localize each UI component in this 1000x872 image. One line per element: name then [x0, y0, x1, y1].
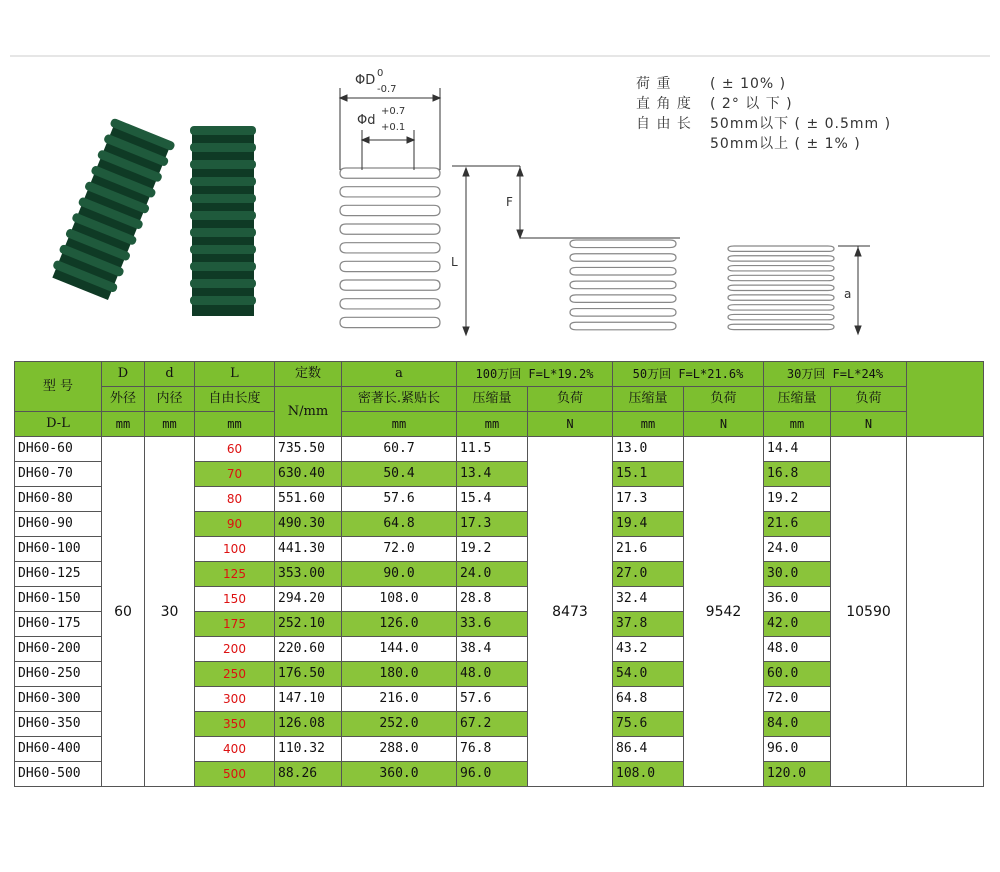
model-cell: DH60-70	[15, 462, 102, 487]
model-cell: DH60-300	[15, 687, 102, 712]
compression-500k-cell: 32.4	[613, 587, 684, 612]
load2-header: 负荷	[684, 387, 764, 412]
compression-300k-cell: 16.8	[764, 462, 831, 487]
compression-300k-cell: 30.0	[764, 562, 831, 587]
compression-300k-cell: 21.6	[764, 512, 831, 537]
free-length-cell: 100	[195, 537, 275, 562]
inner-tol-top: +0.7	[381, 106, 406, 117]
load3-unit: N	[831, 412, 907, 437]
k-unit: N/mm	[275, 387, 342, 437]
compression-300k-cell: 24.0	[764, 537, 831, 562]
F-label: F	[506, 195, 513, 209]
compression-500k-cell: 17.3	[613, 487, 684, 512]
compression-500k-cell: 64.8	[613, 687, 684, 712]
compression-1m-cell: 57.6	[457, 687, 528, 712]
outer-tol-bottom: -0.7	[377, 84, 397, 95]
compression-1m-cell: 96.0	[457, 762, 528, 787]
compression-1m-cell: 11.5	[457, 437, 528, 462]
compression-500k-cell: 43.2	[613, 637, 684, 662]
blank-header	[907, 362, 984, 437]
k-header: 定数	[275, 362, 342, 387]
compression-300k-cell: 19.2	[764, 487, 831, 512]
header-row-1	[15, 362, 984, 387]
compression-500k-cell: 21.6	[613, 537, 684, 562]
model-cell: DH60-175	[15, 612, 102, 637]
spring-constant-cell: 252.10	[275, 612, 342, 637]
comp3-unit: mm	[764, 412, 831, 437]
outer-tol-top: 0	[377, 68, 384, 79]
free-length-cell: 200	[195, 637, 275, 662]
blank-column	[907, 437, 984, 787]
group2-header: 50万回 F=L*21.6%	[613, 362, 764, 387]
a-label: a	[844, 287, 852, 301]
group1-header: 100万回 F=L*19.2%	[457, 362, 613, 387]
solid-length-cell: 180.0	[342, 662, 457, 687]
comp1-header: 压缩量	[457, 387, 528, 412]
group3-header: 30万回 F=L*24%	[764, 362, 907, 387]
header-row-2	[15, 387, 984, 412]
spring-constant-cell: 126.08	[275, 712, 342, 737]
inner-dia-value: 30	[145, 437, 195, 787]
a-unit: mm	[342, 412, 457, 437]
L-unit: mm	[195, 412, 275, 437]
solid-length-cell: 108.0	[342, 587, 457, 612]
compression-1m-cell: 76.8	[457, 737, 528, 762]
load1-header: 负荷	[528, 387, 613, 412]
spring-constant-cell: 220.60	[275, 637, 342, 662]
spring-constant-cell: 353.00	[275, 562, 342, 587]
inner-dia-label: Φd	[357, 113, 376, 128]
free-length-cell: 80	[195, 487, 275, 512]
a-subheader: 密著长.紧贴长	[342, 387, 457, 412]
solid-length-cell: 57.6	[342, 487, 457, 512]
model-cell: DH60-200	[15, 637, 102, 662]
compression-500k-cell: 75.6	[613, 712, 684, 737]
solid-length-cell: 126.0	[342, 612, 457, 637]
compression-300k-cell: 14.4	[764, 437, 831, 462]
load-1m-value: 8473	[528, 437, 613, 787]
model-cell: DH60-350	[15, 712, 102, 737]
model-cell: DH60-400	[15, 737, 102, 762]
load2-unit: N	[684, 412, 764, 437]
solid-length-cell: 72.0	[342, 537, 457, 562]
compression-300k-cell: 120.0	[764, 762, 831, 787]
compression-500k-cell: 108.0	[613, 762, 684, 787]
compression-500k-cell: 27.0	[613, 562, 684, 587]
spring-constant-cell: 176.50	[275, 662, 342, 687]
compression-500k-cell: 37.8	[613, 612, 684, 637]
spring-constant-cell: 490.30	[275, 512, 342, 537]
free-length-cell: 150	[195, 587, 275, 612]
spec-row: 50mm以上 ( ± 1% )	[710, 136, 861, 152]
load-300k-value: 10590	[831, 437, 907, 787]
model-cell: DH60-250	[15, 662, 102, 687]
compression-1m-cell: 33.6	[457, 612, 528, 637]
solid-length-cell: 50.4	[342, 462, 457, 487]
model-cell: DH60-100	[15, 537, 102, 562]
compression-1m-cell: 17.3	[457, 512, 528, 537]
table-row	[15, 437, 984, 462]
comp1-unit: mm	[457, 412, 528, 437]
D-header: D	[102, 362, 145, 387]
free-length-cell: 60	[195, 437, 275, 462]
comp3-header: 压缩量	[764, 387, 831, 412]
spec-row: 自 由 长 50mm以下 ( ± 0.5mm )	[636, 116, 892, 132]
compression-1m-cell: 19.2	[457, 537, 528, 562]
spring-diagram	[0, 0, 1000, 360]
model-unit: D-L	[15, 412, 102, 437]
solid-length-cell: 64.8	[342, 512, 457, 537]
spring-constant-cell: 735.50	[275, 437, 342, 462]
spring-constant-cell: 110.32	[275, 737, 342, 762]
solid-length-cell: 90.0	[342, 562, 457, 587]
spring-constant-cell: 294.20	[275, 587, 342, 612]
inner-tol-bottom: +0.1	[381, 122, 406, 133]
compression-300k-cell: 84.0	[764, 712, 831, 737]
spring-constant-cell: 630.40	[275, 462, 342, 487]
outer-dia-value: 60	[102, 437, 145, 787]
comp2-header: 压缩量	[613, 387, 684, 412]
spring-constant-cell: 88.26	[275, 762, 342, 787]
model-cell: DH60-80	[15, 487, 102, 512]
spec-row: 荷 重 ( ± 10% )	[636, 76, 787, 92]
compression-300k-cell: 96.0	[764, 737, 831, 762]
compression-500k-cell: 19.4	[613, 512, 684, 537]
compression-500k-cell: 15.1	[613, 462, 684, 487]
compression-300k-cell: 60.0	[764, 662, 831, 687]
D-unit: mm	[102, 412, 145, 437]
solid-length-cell: 252.0	[342, 712, 457, 737]
load1-unit: N	[528, 412, 613, 437]
model-cell: DH60-90	[15, 512, 102, 537]
D-subheader: 外径	[102, 387, 145, 412]
L-subheader: 自由长度	[195, 387, 275, 412]
illustration-panel	[0, 0, 1000, 360]
compression-500k-cell: 13.0	[613, 437, 684, 462]
free-length-cell: 300	[195, 687, 275, 712]
compression-500k-cell: 86.4	[613, 737, 684, 762]
compression-1m-cell: 15.4	[457, 487, 528, 512]
compression-1m-cell: 24.0	[457, 562, 528, 587]
free-length-cell: 350	[195, 712, 275, 737]
compression-1m-cell: 67.2	[457, 712, 528, 737]
spring-photo	[49, 118, 256, 316]
d-subheader: 内径	[145, 387, 195, 412]
model-cell: DH60-60	[15, 437, 102, 462]
header-row-3	[15, 412, 984, 437]
compression-1m-cell: 48.0	[457, 662, 528, 687]
compression-300k-cell: 48.0	[764, 637, 831, 662]
model-header: 型 号	[15, 362, 102, 412]
model-cell: DH60-500	[15, 762, 102, 787]
L-header: L	[195, 362, 275, 387]
solid-length-cell: 360.0	[342, 762, 457, 787]
free-length-cell: 250	[195, 662, 275, 687]
compressed-spring-drawing	[570, 240, 676, 330]
d-unit: mm	[145, 412, 195, 437]
solid-length-cell: 216.0	[342, 687, 457, 712]
compression-1m-cell: 13.4	[457, 462, 528, 487]
compression-300k-cell: 42.0	[764, 612, 831, 637]
compression-1m-cell: 38.4	[457, 637, 528, 662]
compression-500k-cell: 54.0	[613, 662, 684, 687]
spring-spec-table	[14, 361, 984, 787]
solid-length-cell: 144.0	[342, 637, 457, 662]
compression-300k-cell: 72.0	[764, 687, 831, 712]
a-header: a	[342, 362, 457, 387]
free-length-cell: 175	[195, 612, 275, 637]
free-length-cell: 90	[195, 512, 275, 537]
free-length-cell: 400	[195, 737, 275, 762]
free-length-cell: 125	[195, 562, 275, 587]
compression-300k-cell: 36.0	[764, 587, 831, 612]
d-header: d	[145, 362, 195, 387]
tolerance-spec	[636, 74, 891, 154]
spring-constant-cell: 147.10	[275, 687, 342, 712]
free-spring-drawing	[340, 168, 440, 328]
L-label: L	[451, 255, 458, 269]
solid-length-cell: 288.0	[342, 737, 457, 762]
free-length-cell: 500	[195, 762, 275, 787]
spring-constant-cell: 441.30	[275, 537, 342, 562]
solid-length-cell: 60.7	[342, 437, 457, 462]
free-length-cell: 70	[195, 462, 275, 487]
solid-spring-drawing	[728, 246, 834, 330]
load-500k-value: 9542	[684, 437, 764, 787]
comp2-unit: mm	[613, 412, 684, 437]
compression-1m-cell: 28.8	[457, 587, 528, 612]
spring-constant-cell: 551.60	[275, 487, 342, 512]
spec-row: 直 角 度 ( 2° 以 下 )	[636, 96, 793, 112]
outer-dia-label: ΦD	[355, 73, 376, 88]
model-cell: DH60-150	[15, 587, 102, 612]
model-cell: DH60-125	[15, 562, 102, 587]
load3-header: 负荷	[831, 387, 907, 412]
